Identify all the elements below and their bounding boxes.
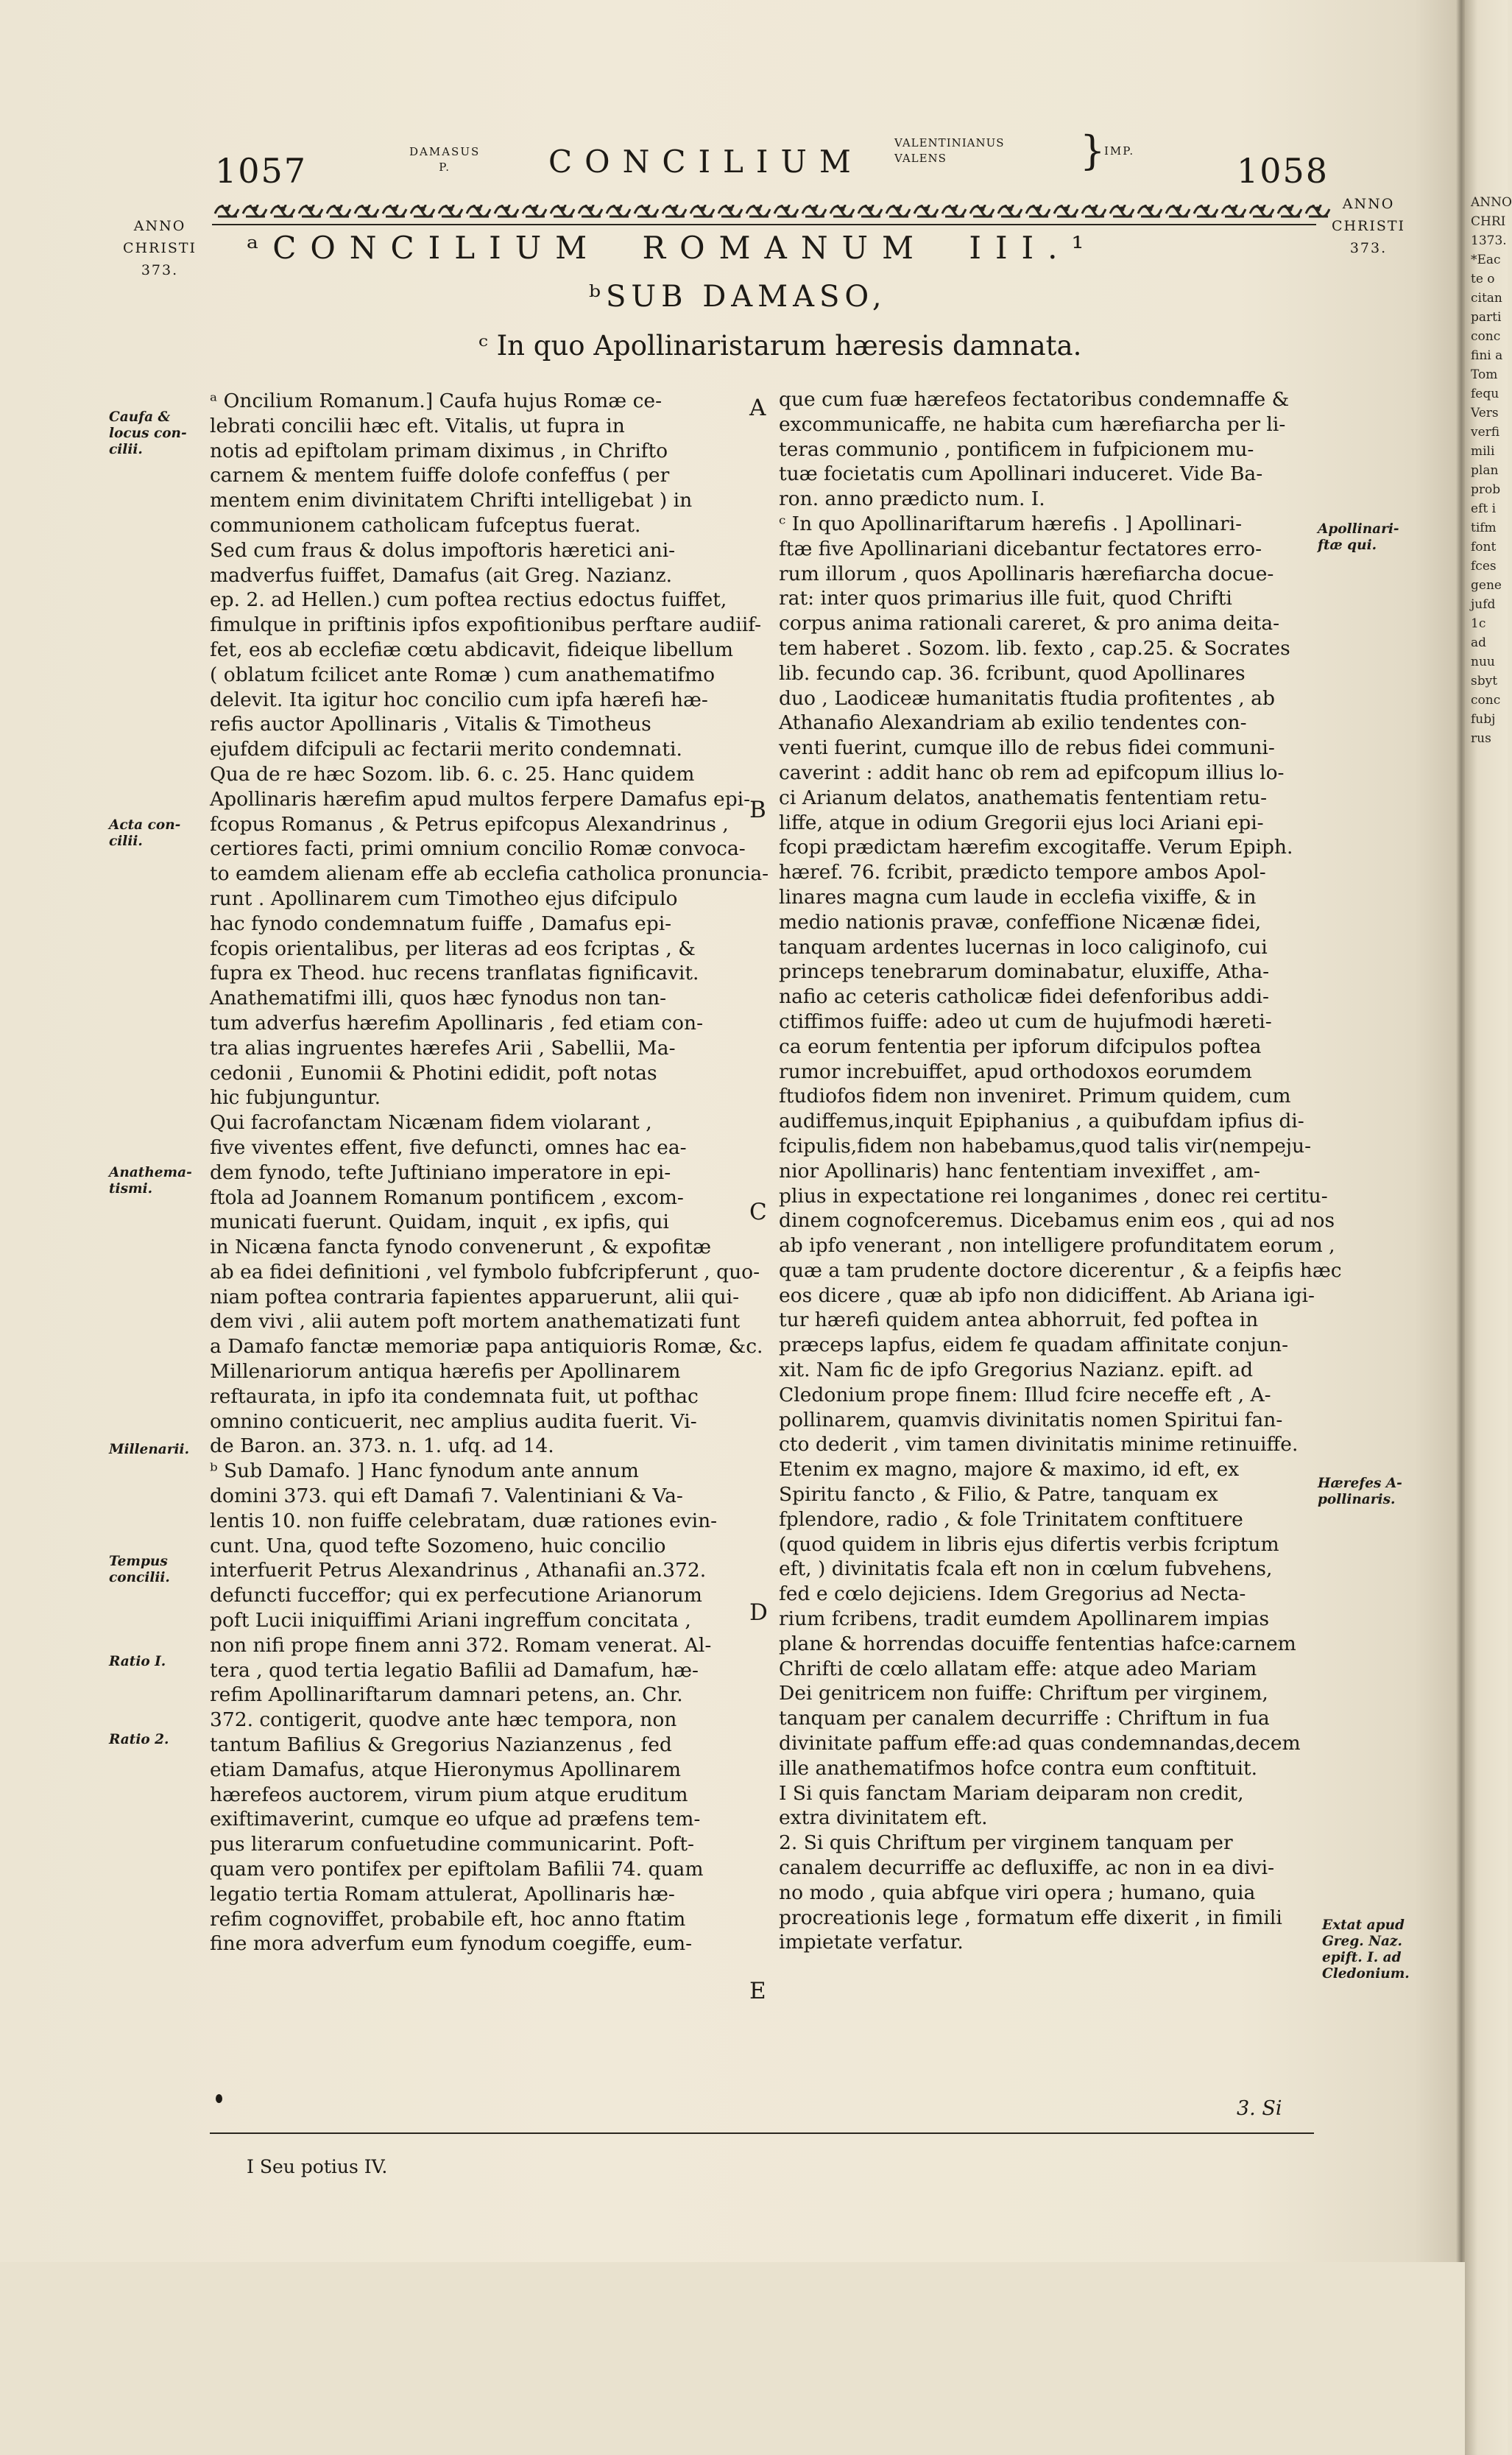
left-column-line: hac fynodo condemnatum fuiffe , Damafus epi- [210,912,672,935]
ornament-motif [215,205,239,216]
right-column-line: liffe, atque in odium Gregorii ejus loci Ariani epi- [779,811,1264,834]
left-column [210,389,769,1956]
edge-strip-line: sbyt [1471,674,1498,688]
right-column-line: extra divinitatem eft. [779,1806,988,1830]
right-column-line: canalem decurriffe ac defluxiffe, ac non in ea divi- [779,1856,1275,1880]
right-column-line: princeps tenebrarum dominabatur, eluxiffe, Atha- [779,960,1270,984]
left-column-line: lentis 10. non fuiffe celebratam, duæ rationes evin- [210,1509,718,1532]
edge-strip-line: jufd [1471,597,1496,612]
left-column-line: refim Apollinariftarum damnari petens, an. Chr. [210,1683,683,1707]
margin-note-extat: Extat apud Greg. Naz. epift. I. ad Cledonium. [1322,1917,1410,1982]
right-column-line: rumor increbuiffet, apud orthodoxos eorumdem [779,1060,1252,1083]
right-column-line: ron. anno prædicto num. I. [779,487,1045,511]
right-column-line: ᶜ In quo Apollinariftarum hærefis . ] Apollinari- [779,512,1243,535]
christi-label: CHRISTI [122,240,197,256]
left-column-line: tra alias ingruentes hærefes Arii , Sabellii, Ma- [210,1036,676,1060]
left-column-line: 372. contigerit, quodve ante hæc tempora, non [210,1708,677,1732]
section-letter-c: C [749,1199,767,1225]
ornament-motif [1306,205,1329,216]
ornament-motif [327,205,350,216]
right-column-line: fcopi prædictam hærefim excogitaffe. Verum Epiph. [779,836,1293,859]
header-emperor-1: VALENTINIANUS [894,136,1005,149]
ornament-motif [467,205,490,216]
left-column-line: Qua de re hæc Sozom. lib. 6. c. 25. Hanc quidem [210,762,695,786]
right-column-line: quæ a tam prudente doctore dicerentur , & a feipfis hæc [779,1258,1342,1282]
right-column-line: corpus anima rationali careret, & pro anima deita- [779,612,1280,635]
edge-strip-line: gene [1471,578,1502,593]
right-column-line: lib. fecundo cap. 36. fcribunt, quod Apollinares [779,661,1246,685]
left-column-line: reftaurata, in ipfo ita condemnata fuit, ut pofthac [210,1384,699,1408]
ornament-motif [1082,205,1106,216]
right-column-line: dinem cognofceremus. Dicebamus enim eos , qui ad nos [779,1209,1335,1233]
ornament-motif [914,205,938,216]
right-column-line: fed e cœlo dejiciens. Idem Gregorius ad Necta- [779,1582,1246,1606]
column-end-mark [216,2094,222,2103]
header-brace: } [1080,127,1106,174]
ornament-motif [690,205,714,216]
left-column-line: fine mora adverfum eum fynodum coegiffe, eum- [210,1932,693,1956]
right-column-line: caverint : addit hanc ob rem ad epifcopum illius lo- [779,761,1285,784]
right-column [779,387,1342,1955]
left-column-line: lebrati concilii hæc eft. Vitalis, ut fupra in [210,414,625,437]
right-column-line: rat: inter quos primarius ille fuit, quod Chrifti [779,587,1232,610]
right-column-line: (quod quidem in libris ejus difertis verbis fcriptum [779,1532,1279,1556]
right-column-line: plius in expectatione rei longanimes , donec rei certitu- [779,1184,1328,1208]
footnote-rule [210,2132,1314,2134]
left-column-line: refim cognoviffet, probabile eft, hoc anno ftatim [210,1907,686,1931]
left-column-line: to eamdem alienam effe ab ecclefia catholica pronuncia- [210,862,769,886]
ornament-motif [998,205,1022,216]
right-column-line: ftæ five Apollinariani dicebantur fectatores erro- [779,537,1262,560]
right-column-line: ab ipfo venerant , non intelligere profunditatem eorum , [779,1234,1335,1258]
right-column-line: pollinarem, quamvis divinitatis nomen Spiritui fan- [779,1408,1283,1431]
left-column-line: mentem enim divinitatem Chrifti intelligebat ) in [210,489,693,513]
edge-strip-line: prob [1471,482,1501,497]
right-column-line: rium fcribens, tradit eumdem Apollinarem impias [779,1607,1270,1631]
anno-label: ANNO [1342,196,1395,212]
ornament-motif [942,205,966,216]
left-column-line: ᵃ Oncilium Romanum.] Caufa hujus Romæ ce- [210,390,663,412]
left-column-line: ab ea fidei definitioni , vel fymbolo fubfcripferunt , quo- [210,1260,760,1283]
ornament-motif [1194,205,1218,216]
right-column-line: venti fuerint, cumque illo de rebus fidei communi- [779,736,1275,760]
page-number-right: 1058 [1237,151,1329,191]
edge-strip-line: 1c [1471,616,1486,631]
ornament-motif [383,205,406,216]
header-emperor-2: VALENS [894,152,947,165]
right-column-line: tuæ focietatis cum Apollinari induceret. Vide Ba- [779,462,1263,486]
header-rule [212,224,1316,225]
left-column-line: madverfus fuiffet, Damafus (ait Greg. Nazianz. [210,563,673,587]
right-column-line: tur hærefi quidem antea abhorruit, fed poftea in [779,1308,1259,1332]
left-column-line: a Damafo fanctæ memoriæ papa antiquioris Romæ, &c. [210,1335,763,1359]
right-column-line: eos dicere , quæ ab ipfo non didiciffent. Ab Ariana igi- [779,1283,1315,1307]
left-column-line: quam vero pontifex per epiftolam Bafilii 74. quam [210,1858,704,1881]
left-column-line: Sed cum fraus & dolus impoftoris hæretici ani- [210,538,676,562]
left-column-line: five viventes effent, five defuncti, omnes hac ea- [210,1135,687,1159]
left-column-line: communionem catholicam fufceptus fuerat. [210,513,641,537]
right-column-line: que cum fuæ hærefeos fectatoribus condemnaffe & [779,388,1290,411]
edge-strip-line: *Eac [1471,253,1501,267]
right-column-line: medio nationis pravæ, confeffione Nicænæ fidei, [779,910,1262,934]
ornament-motif [663,205,686,216]
ornament-motif [243,205,266,216]
right-column-line: tanquam ardentes lucernas in loco caliginofo, cui [779,935,1268,959]
left-column-line: de Baron. an. 373. n. 1. ufq. ad 14. [210,1434,554,1458]
right-column-line: ille anathematifmos hofce contra eum conftituit. [779,1756,1258,1780]
header-pope-name: DAMASUS [409,145,481,158]
ornament-motif [1166,205,1190,216]
ornament-motif [1222,205,1246,216]
edge-strip-line: fini a [1471,348,1503,363]
right-column-line: divinitate paffum effe:ad quas condemnandas,decem [779,1732,1301,1755]
edge-strip-line: verfi [1471,425,1500,440]
christi-label: CHRISTI [1331,218,1406,234]
ornament-motif [579,205,602,216]
left-column-line: non nifi prope finem anni 372. Romam venerat. Al- [210,1633,712,1657]
left-column-line: delevit. Ita igitur hoc concilio cum ipfa hærefi hæ- [210,688,708,711]
edge-strip-line: font [1471,540,1497,554]
header-imp: IMP. [1104,144,1135,158]
anno-christi-left [119,215,200,281]
edge-strip-line: ad [1471,635,1487,650]
right-column-line: ci Arianum delatos, anathematis fententiam retu- [779,786,1268,809]
margin-note-tempus: Tempus concilii. [109,1554,170,1585]
left-column-line: tum adverfus hærefim Apollinaris , fed etiam con- [210,1011,704,1035]
footnote: I Seu potius IV. [247,2156,388,2177]
ornament-motif [802,205,826,216]
left-column-line: dem fynodo, tefte Juftiniano imperatore in epi- [210,1160,671,1184]
ornament-motif [299,205,322,216]
left-column-line: fupra ex Theod. huc recens tranflatas fignificavit. [210,962,699,985]
margin-note-haereses: Hærefes A-pollinaris. [1318,1476,1402,1507]
edge-strip-line: fubj [1471,712,1496,727]
right-column-line: duo , Laodiceæ humanitatis ftudia profitentes , ab [779,686,1275,710]
right-column-line: præceps lapfus, eidem fe quadam affinitate conjun- [779,1334,1289,1357]
right-column-line: no modo , quia abfque viri opera ; humano, quia [779,1881,1256,1904]
ornament-motif [970,205,994,216]
right-column-line: excommunicaffe, ne habita cum hærefiarcha per li- [779,412,1286,436]
right-column-line: linares magna cum laude in ecclefia vixiffe, & in [779,885,1257,909]
ornament-motif [607,205,630,216]
right-column-line: procreationis lege , formatum effe dixerit , in fimili [779,1906,1282,1929]
edge-strip-line: tifm [1471,521,1497,535]
left-column-line: pus literarum confuetudine communicarint. Poft- [210,1833,694,1856]
edge-strip-line: Tom [1471,367,1498,382]
council-subtitle: ᵇSUB DAMASO, [589,280,887,314]
left-column-line: Apollinaris hærefim apud multos ferpere Damafus epi- [210,787,751,811]
page-number-left: 1057 [215,151,308,191]
running-title: CONCILIUM [548,144,863,180]
left-column-line: tera , quod tertia legatio Bafilii ad Damafum, hæ- [210,1658,699,1682]
left-column-line: cedonii , Eunomii & Photini edidit, poft notas [210,1061,657,1085]
left-column-line: Millenariorum antiqua hærefis per Apollinarem [210,1360,681,1384]
margin-note-apollinaristae: Apollinari-ftæ qui. [1318,521,1399,553]
left-column-line: refis auctor Apollinaris , Vitalis & Timotheus [210,713,651,736]
left-column-line: domini 373. qui eft Damafi 7. Valentiniani & Va- [210,1484,683,1508]
left-column-line: carnem & mentem fuiffe dolofe confeffus ( per [210,464,670,487]
left-column-line: defuncti fucceffor; qui ex perfecutione Arianorum [210,1584,702,1607]
right-column-line: Spiritu fancto , & Filio, & Patre, tanquam ex [779,1483,1218,1507]
right-column-line: 2. Si quis Chriftum per virginem tanquam per [779,1831,1233,1855]
ornament-motif [1110,205,1134,216]
ornament-motif [635,205,658,216]
right-column-line: audiffemus,inquit Epiphanius , a quibufdam ipfius di- [779,1110,1304,1133]
left-column-line: niam poftea contraria fapientes apparuerunt, alii qui- [210,1285,740,1308]
left-column-line: fcopis orientalibus, per literas ad eos fcriptas , & [210,937,696,960]
right-column-line: teras communio , pontificem in fufpicionem mu- [779,437,1254,461]
ornament-motif [271,205,294,216]
edge-strip-line: fces [1471,559,1497,574]
section-letter-a: A [749,395,766,421]
right-column-line: hæref. 76. fcribit, prædicto tempore ambos Apol- [779,861,1266,884]
left-column-line: tantum Bafilius & Gregorius Nazianzenus , fed [210,1733,672,1757]
margin-note-causa: Caufa & locus con-cilii. [109,409,187,457]
year-label: 373. [1349,240,1388,256]
left-column-line: ᵇ Sub Damafo. ] Hanc fynodum ante annum [210,1459,639,1483]
adjacent-page-edge [1465,0,1512,2455]
left-column-line: certiores facti, primi omnium concilio Romæ convoca- [210,837,746,861]
anno-christi-right [1328,193,1409,259]
left-column-line: fimulque in priftinis ipfos expofitionibus perftare audiif- [210,613,762,637]
ornament-band [212,197,1316,222]
right-column-line: nafio ac ceteris catholicæ fidei defenforibus addi- [779,985,1269,1009]
left-column-line: dem vivi , alii autem poft mortem anathematizati funt [210,1310,741,1334]
edge-strip-line: 1373. [1471,233,1507,248]
right-column-line: nior Apollinaris) hanc fententiam invexiffet , am- [779,1159,1260,1183]
edge-strip-line: mili [1471,444,1495,459]
edge-strip-line: te o [1471,272,1495,286]
right-column-line: Chrifti de cœlo allatam effe: atque adeo Mariam [779,1657,1257,1680]
left-column-line: etiam Damafus, atque Hieronymus Apollinarem [210,1758,682,1781]
edge-strip-line: conc [1471,329,1501,344]
edge-strip-line: plan [1471,463,1499,478]
right-column-line: Athanafio Alexandriam ab exilio tendentes con- [779,711,1247,735]
left-column-line: ejufdem difcipuli ac fectarii merito condemnati. [210,738,682,761]
ornament-motif [355,205,378,216]
right-column-line: rum illorum , quos Apollinaris hærefiarcha docue- [779,562,1274,585]
council-description: ᶜ In quo Apollinaristarum hæresis damnata. [478,330,1082,362]
left-column-line: legatio tertia Romam attulerat, Apollinaris hæ- [210,1882,675,1906]
year-label: 373. [141,262,179,278]
right-column-line: cto dederit , vim tamen divinitatis minime retinuiffe. [779,1433,1299,1457]
left-column-line: poft Lucii iniquiffimi Ariani ingreffum concitata , [210,1609,691,1632]
right-column-line: eft, ) divinitatis fcala eft non in cœlum fubvehens, [779,1557,1273,1581]
edge-strip-line: ANNO [1471,195,1512,210]
left-column-line: fet, eos ab ecclefiæ cœtu abdicavit, fideique libellum [210,638,734,661]
ornament-motif [1250,205,1273,216]
margin-note-acta: Acta con-cilii. [109,817,181,849]
council-title: ᵃCONCILIUM ROMANUM III.¹ [247,230,1098,266]
left-column-line: runt . Apollinarem cum Timotheo ejus difcipulo [210,887,678,910]
section-letter-b: B [749,797,766,823]
left-column-line: notis ad epiftolam primam diximus , in Chrifto [210,439,668,462]
left-column-line: hærefeos auctorem, virum pium atque eruditum [210,1783,688,1806]
edge-strip-line: fequ [1471,387,1499,401]
edge-strip-line: conc [1471,693,1501,708]
margin-note-ratio-2: Ratio 2. [109,1732,169,1747]
ornament-motif [1138,205,1162,216]
right-column-line: plane & horrendas docuiffe fententias hafce:carnem [779,1632,1296,1655]
margin-note-ratio-1: Ratio I. [109,1654,166,1669]
edge-strip-line: parti [1471,310,1502,325]
header-pope [409,144,480,175]
left-column-line: fcopus Romanus , & Petrus epifcopus Alexandrinus , [210,812,729,836]
left-column-line: ftola ad Joannem Romanum pontificem , excom- [210,1186,684,1209]
edge-strip-line: nuu [1471,655,1495,669]
margin-note-anathematismi: Anathema-tismi. [109,1165,192,1197]
edge-strip-line: Vers [1471,406,1499,420]
left-column-line: Qui facrofanctam Nicænam fidem violarant , [210,1111,652,1135]
edge-strip-line: rus [1471,731,1491,746]
right-column-line: xit. Nam fic de ipfo Gregorius Nazianz. epift. ad [779,1359,1254,1382]
header-emperors [894,135,1005,166]
left-column-line: hic fubjunguntur. [210,1086,381,1110]
right-column-line: Etenim ex magno, majore & maximo, id eft, ex [779,1458,1240,1482]
right-column-line: I Si quis fanctam Mariam deiparam non credit, [779,1781,1244,1805]
left-column-line: ep. 2. ad Hellen.) cum poftea rectius edoctus fuiffet, [210,588,727,612]
right-column-line: ca eorum fententia per ipforum difcipulos poftea [779,1035,1262,1058]
left-column-line: interfuerit Petrus Alexandrinus , Athanafii an.372. [210,1559,707,1582]
ornament-motif [1278,205,1301,216]
left-column-line: exiftimaverint, cumque eo ufque ad præfens tem- [210,1808,701,1831]
right-column-line: Cledonium prope finem: Illud fcire neceffe eft , A- [779,1383,1271,1406]
right-column-line: ftudiofos fidem non inveniret. Primum quidem, cum [779,1085,1291,1108]
right-column-line: ctiffimos fuiffe: adeo ut cum de hujufmodi hæreti- [779,1010,1272,1033]
ornament-motif [551,205,574,216]
ornament-motif [858,205,882,216]
right-column-line: fcipulis,fidem non habebamus,quod talis vir(nempeju- [779,1134,1312,1158]
left-column-line: cunt. Una, quod tefte Sozomeno, huic concilio [210,1534,666,1557]
right-column-line: impietate verfatur. [779,1931,964,1954]
header-pope-title: P. [439,161,451,174]
left-column-line: omnino conticuerit, nec amplius audita fuerit. Vi- [210,1409,697,1433]
ornament-motif [523,205,546,216]
left-column-line: ( oblatum fcilicet ante Romæ ) cum anathematifmo [210,663,716,686]
right-column-line: tem haberet . Sozom. lib. fexto , cap.25. & Socrates [779,636,1290,660]
section-letter-e: E [749,1978,766,2004]
edge-strip-line: CHRI [1471,214,1506,229]
ornament-motif [718,205,742,216]
edge-strip-line: citan [1471,291,1502,306]
left-column-line: municati fuerunt. Quidam, inquit , ex ipfis, qui [210,1211,669,1234]
right-column-line: fplendore, radio , & fole Trinitatem conftituere [779,1507,1243,1531]
ornament-motif [495,205,518,216]
ornament-motif [830,205,854,216]
edge-strip-line: eft i [1471,501,1497,516]
right-column-line: Dei genitricem non fuiffe: Chriftum per virginem, [779,1682,1268,1705]
right-column-line: tanquam per canalem decurriffe : Chriftum in fua [779,1707,1270,1730]
ornament-motif [774,205,798,216]
ornament-motif [439,205,462,216]
ornament-motif [1026,205,1050,216]
catchword: 3. Si [1237,2097,1282,2120]
ornament-motif [1054,205,1078,216]
left-column-line: in Nicæna fancta fynodo convenerunt , & expofitæ [210,1236,711,1259]
margin-note-millenarii: Millenarii. [109,1442,190,1457]
ornament-motif [411,205,434,216]
anno-label: ANNO [133,218,186,234]
ornament-motif [746,205,770,216]
ornament-motif [886,205,910,216]
section-letter-d: D [749,1599,768,1626]
left-column-line: Anathematifmi illi, quos hæc fynodus non tan- [210,987,667,1010]
